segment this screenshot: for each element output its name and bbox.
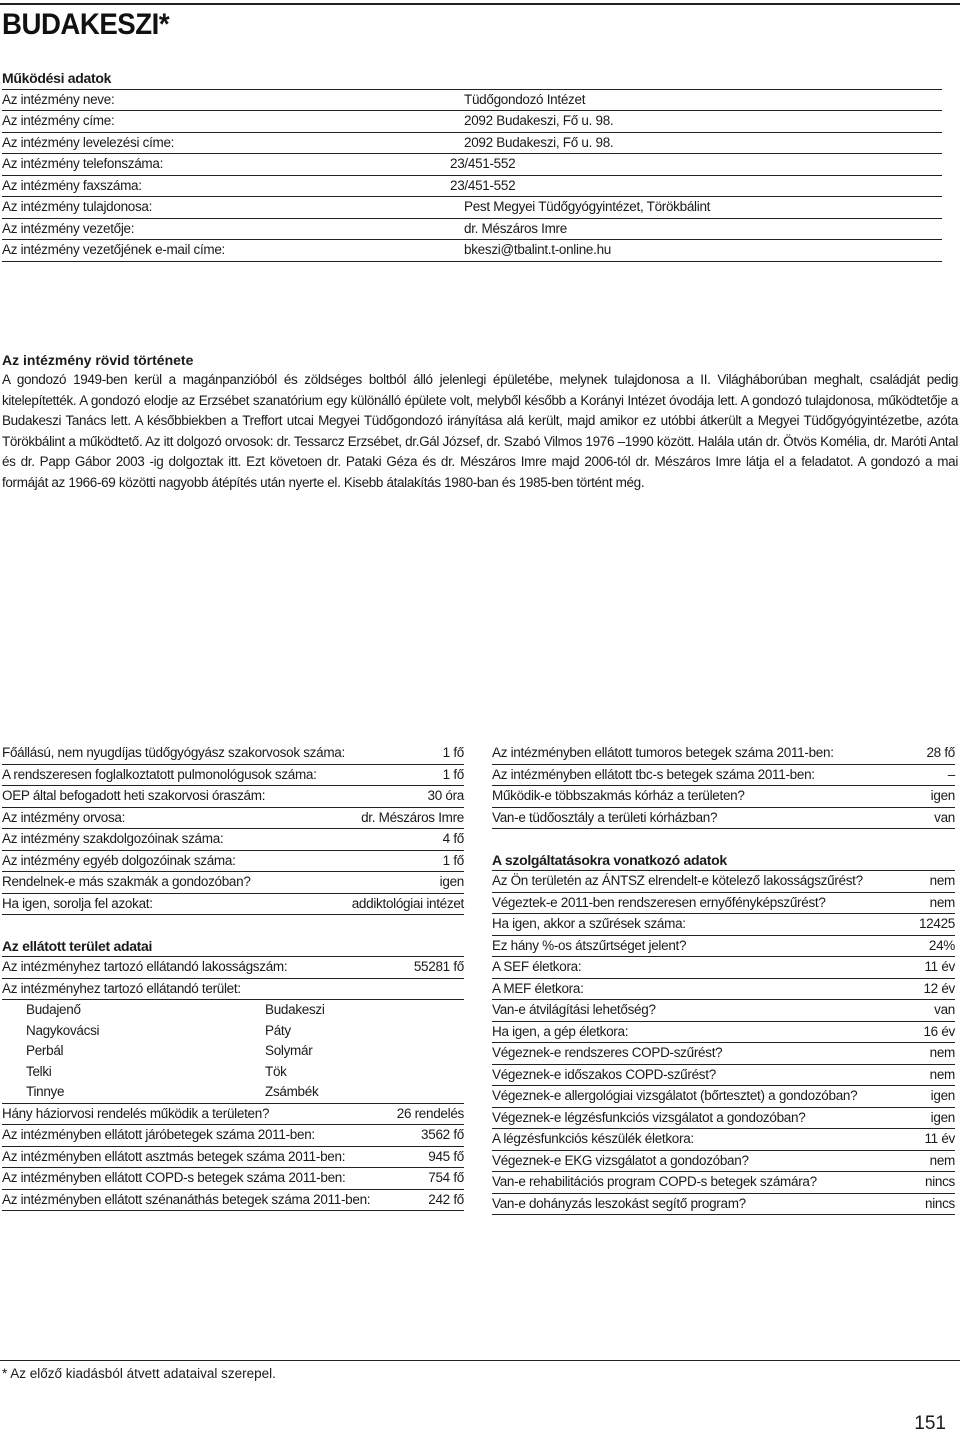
staff-label: Az intézmény orvosa: bbox=[2, 809, 126, 825]
staff-row bbox=[2, 894, 464, 916]
operational-data-row bbox=[2, 133, 942, 155]
footnote: * Az előző kiadásból átvett adataival szerepel. bbox=[2, 1366, 276, 1381]
service-row bbox=[492, 1086, 955, 1108]
service-row bbox=[492, 893, 955, 915]
service-row bbox=[492, 979, 955, 1001]
service-row bbox=[492, 914, 955, 936]
history-text: A gondozó 1949-ben kerül a magánpanzióból és zöldséges boltból álló jelenlegi épületébe, melynek tulajdonosa a II. Világháborúban meghalt, családját pedig kitelepítették. A gondozó elodje az Erzsébet szanatórium egy különálló épülete volt, melyből később a Korányi Intézet óvodája lett. A gondozó tulajdonosa, működtetője a Budakeszi Tanács lett. A későbbiekben a Treffort utcai Megyei Tüdőgondozó irányítása alá került, majd amikor ez utóbbi átkerült a Megyei Tüdőgyógyintézetbe, azóta Törökbálint a működtető. Az itt dolgozó orvosok: dr. Tessarcz Erzsébet, dr.Gál József, dr. Szabó Vilmos 1976 –1990 között. Halála után dr. Ötvös Komélia, dr. Maróti Antal és dr. Papp Gábor 2003 -ig dolgoztak itt. Ezt követoen dr. Pataki Géza és dr. Mészáros Imre majd 2006-tól dr. Mészáros Imre látja el a feladatot. A gondozó a mai formáját az 1966-69 közötti nagyobb átépítés után nyerte el. Kisebb átalakítás 1980-ban és 1985-ben történt még. bbox=[2, 372, 958, 490]
service-row bbox=[492, 1151, 955, 1173]
patient-stat-label: Az intézményben ellátott COPD-s betegek száma 2011-ben: bbox=[2, 1170, 346, 1185]
service-label: A légzésfunkciós készülék életkora: bbox=[492, 1131, 694, 1146]
service-row bbox=[492, 936, 955, 958]
patient-stat-value: 754 fő bbox=[428, 1170, 464, 1185]
staff-label: Főállású, nem nyugdíjas tüdőgyógyász szakorvosok száma: bbox=[2, 745, 345, 760]
staff-value: dr. Mészáros Imre bbox=[361, 809, 464, 825]
town-name: Páty bbox=[265, 1022, 291, 1038]
service-label: Végeznek-e rendszeres COPD-szűrést? bbox=[492, 1045, 723, 1060]
operational-data-label: Az intézmény levelezési címe: bbox=[2, 134, 175, 150]
service-value: igen bbox=[930, 1088, 955, 1103]
service-label: Ha igen, akkor a szűrések száma: bbox=[492, 916, 686, 931]
staff-row bbox=[2, 765, 464, 787]
facility-row bbox=[492, 765, 955, 787]
service-label: Végeznek-e légzésfunkciós vizsgálatot a gondozóban? bbox=[492, 1109, 806, 1125]
staff-value: addiktológiai intézet bbox=[351, 895, 464, 911]
operational-data-row bbox=[2, 197, 942, 219]
patient-stat-row bbox=[2, 1190, 464, 1212]
staff-label: A rendszeresen foglalkoztatott pulmonológusok száma: bbox=[2, 766, 317, 782]
operational-data-value: 23/451-552 bbox=[450, 177, 516, 193]
service-label: Ha igen, a gép életkora: bbox=[492, 1023, 629, 1039]
town-name: Solymár bbox=[265, 1043, 313, 1058]
service-label: A SEF életkora: bbox=[492, 959, 582, 974]
patient-stat-value: 26 rendelés bbox=[396, 1105, 464, 1121]
staff-label: Az intézmény szakdolgozóinak száma: bbox=[2, 831, 224, 846]
patient-stat-row bbox=[2, 1168, 464, 1190]
service-value: 11 év bbox=[924, 959, 955, 974]
operational-data-label: Az intézmény faxszáma: bbox=[2, 177, 142, 193]
service-value: nincs bbox=[924, 1174, 955, 1189]
patient-stat-label: Hány háziorvosi rendelés működik a területen? bbox=[2, 1105, 270, 1121]
service-value: nem bbox=[929, 894, 955, 910]
staff-row bbox=[2, 786, 464, 808]
operational-data-row bbox=[2, 90, 942, 112]
operational-data-row bbox=[2, 176, 942, 198]
staff-value: 1 fő bbox=[442, 766, 464, 782]
operational-data-value: 23/451-552 bbox=[450, 156, 516, 171]
service-row bbox=[492, 957, 955, 979]
service-value: 12 év bbox=[923, 980, 955, 996]
service-value: 12425 bbox=[918, 916, 955, 931]
service-value: 11 év bbox=[924, 1131, 955, 1146]
service-label: Végeznek-e allergológiai vizsgálatot (bőrtesztet) a gondozóban? bbox=[492, 1088, 858, 1103]
town-name: Budakeszi bbox=[265, 1002, 325, 1017]
patient-stat-row bbox=[2, 1125, 464, 1147]
service-value: nem bbox=[929, 1066, 955, 1082]
service-label: A MEF életkora: bbox=[492, 980, 584, 996]
operational-data-label: Az intézmény telefonszáma: bbox=[2, 156, 164, 171]
staff-value: 1 fő bbox=[442, 745, 464, 760]
service-label: Végeztek-e 2011-ben rendszeresen ernyőfényképszűrést? bbox=[492, 894, 826, 910]
service-row bbox=[492, 1000, 955, 1022]
service-value: igen bbox=[930, 1109, 955, 1125]
service-row bbox=[492, 1022, 955, 1044]
patient-stat-value: 3562 fő bbox=[421, 1127, 464, 1142]
patient-stat-row bbox=[2, 1147, 464, 1169]
staff-row bbox=[2, 743, 464, 765]
service-row bbox=[492, 1129, 955, 1151]
page-number: 151 bbox=[914, 1413, 946, 1434]
page-title: BUDAKESZI* bbox=[2, 8, 170, 41]
population-value: 55281 fő bbox=[413, 959, 464, 974]
operational-data-value: Pest Megyei Tüdőgyógyintézet, Törökbálint bbox=[464, 199, 711, 214]
area-heading: Az ellátott terület adatai bbox=[2, 936, 464, 958]
service-row bbox=[492, 1043, 955, 1065]
operational-data-value: 2092 Budakeszi, Fő u. 98. bbox=[464, 134, 614, 150]
service-value: 24% bbox=[928, 937, 955, 953]
facility-row bbox=[492, 743, 955, 765]
facility-label: Van-e tüdőosztály a területi kórházban? bbox=[492, 809, 718, 825]
operational-data-value: bkeszi@tbalint.t-online.hu bbox=[464, 242, 611, 257]
facility-value: 28 fő bbox=[926, 745, 955, 760]
staff-label: Rendelnek-e más szakmák a gondozóban? bbox=[2, 874, 251, 889]
service-value: nem bbox=[929, 1152, 955, 1168]
town-list bbox=[2, 1000, 464, 1103]
service-value: 16 év bbox=[923, 1023, 955, 1039]
facility-row bbox=[492, 808, 955, 830]
service-label: Van-e átvilágítási lehetőség? bbox=[492, 1002, 656, 1017]
staff-value: 1 fő bbox=[442, 852, 464, 868]
operational-data-row bbox=[2, 219, 942, 241]
operational-data-label: Az intézmény címe: bbox=[2, 113, 115, 128]
operational-data-value: 2092 Budakeszi, Fő u. 98. bbox=[464, 113, 614, 128]
patient-stat-row bbox=[2, 1104, 464, 1126]
service-label: Az Ön területén az ÁNTSZ elrendelt-e kötelező lakosságszűrést? bbox=[492, 873, 863, 888]
left-column bbox=[2, 743, 464, 1211]
operational-data-row bbox=[2, 240, 942, 262]
operational-data-label: Az intézmény vezetőjének e-mail címe: bbox=[2, 242, 225, 257]
staff-value: 4 fő bbox=[442, 831, 464, 846]
operational-data-label: Az intézmény vezetője: bbox=[2, 220, 135, 236]
facility-value: igen bbox=[930, 788, 955, 803]
town-name: Tinnye bbox=[26, 1084, 65, 1099]
staff-value: igen bbox=[439, 874, 464, 889]
service-row bbox=[492, 1172, 955, 1194]
patient-stat-value: 945 fő bbox=[428, 1148, 464, 1164]
staff-value: 30 óra bbox=[427, 788, 464, 803]
town-name: Nagykovácsi bbox=[26, 1022, 100, 1038]
operational-data-row bbox=[2, 111, 942, 133]
facility-label: Az intézményben ellátott tumoros betegek száma 2011-ben: bbox=[492, 745, 834, 760]
service-label: Végeznek-e EKG vizsgálatot a gondozóban? bbox=[492, 1152, 749, 1168]
service-label: Végeznek-e időszakos COPD-szűrést? bbox=[492, 1066, 716, 1082]
service-row bbox=[492, 1194, 955, 1216]
service-row bbox=[492, 1065, 955, 1087]
footnote-rule bbox=[0, 1360, 960, 1361]
patient-stat-label: Az intézményben ellátott asztmás betegek száma 2011-ben: bbox=[2, 1148, 346, 1164]
population-row bbox=[2, 957, 464, 979]
patient-stat-label: Az intézményben ellátott szénanáthás betegek száma 2011-ben: bbox=[2, 1191, 371, 1207]
town-name: Telki bbox=[26, 1063, 52, 1079]
facility-label: Az intézményben ellátott tbc-s betegek száma 2011-ben: bbox=[492, 766, 815, 782]
area-label-row bbox=[2, 979, 464, 1001]
population-label: Az intézményhez tartozó ellátandó lakosságszám: bbox=[2, 959, 288, 974]
operational-data-value: Tüdőgondozó Intézet bbox=[464, 91, 586, 107]
service-value: nincs bbox=[924, 1195, 955, 1211]
top-rule bbox=[0, 3, 960, 5]
right-column bbox=[492, 743, 955, 1215]
facility-value: van bbox=[934, 809, 955, 825]
service-row bbox=[492, 871, 955, 893]
town-name: Budajenő bbox=[26, 1002, 81, 1017]
town-name: Tök bbox=[265, 1063, 287, 1079]
staff-label: OEP által befogadott heti szakorvosi óraszám: bbox=[2, 788, 266, 803]
operational-data-value: dr. Mészáros Imre bbox=[464, 220, 567, 236]
service-label: Ez hány %-os átszűrtséget jelent? bbox=[492, 937, 687, 953]
operational-data-section bbox=[2, 68, 942, 262]
town-name: Zsámbék bbox=[265, 1084, 319, 1099]
operational-data-heading: Működési adatok bbox=[2, 68, 942, 90]
service-label: Van-e dohányzás leszokást segítő program? bbox=[492, 1195, 746, 1211]
facility-row bbox=[492, 786, 955, 808]
service-value: nem bbox=[929, 1045, 955, 1060]
area-label: Az intézményhez tartozó ellátandó terület: bbox=[2, 980, 241, 996]
staff-row bbox=[2, 808, 464, 830]
service-row bbox=[492, 1108, 955, 1130]
operational-data-row bbox=[2, 154, 942, 176]
facility-label: Működik-e többszakmás kórház a területen? bbox=[492, 788, 745, 803]
staff-row bbox=[2, 851, 464, 873]
facility-value: – bbox=[947, 766, 955, 782]
service-value: nem bbox=[929, 873, 955, 888]
history-section bbox=[2, 352, 958, 493]
staff-label: Ha igen, sorolja fel azokat: bbox=[2, 895, 153, 911]
staff-row bbox=[2, 829, 464, 851]
operational-data-label: Az intézmény neve: bbox=[2, 91, 115, 107]
history-heading: Az intézmény rövid története bbox=[2, 352, 194, 368]
service-label: Van-e rehabilitációs program COPD-s betegek számára? bbox=[492, 1174, 817, 1189]
town-name: Perbál bbox=[26, 1043, 64, 1058]
patient-stat-label: Az intézményben ellátott járóbetegek száma 2011-ben: bbox=[2, 1127, 315, 1142]
operational-data-label: Az intézmény tulajdonosa: bbox=[2, 199, 153, 214]
staff-row bbox=[2, 872, 464, 894]
staff-label: Az intézmény egyéb dolgozóinak száma: bbox=[2, 852, 236, 868]
patient-stat-value: 242 fő bbox=[428, 1191, 464, 1207]
service-value: van bbox=[934, 1002, 955, 1017]
services-heading: A szolgáltatásokra vonatkozó adatok bbox=[492, 850, 955, 872]
